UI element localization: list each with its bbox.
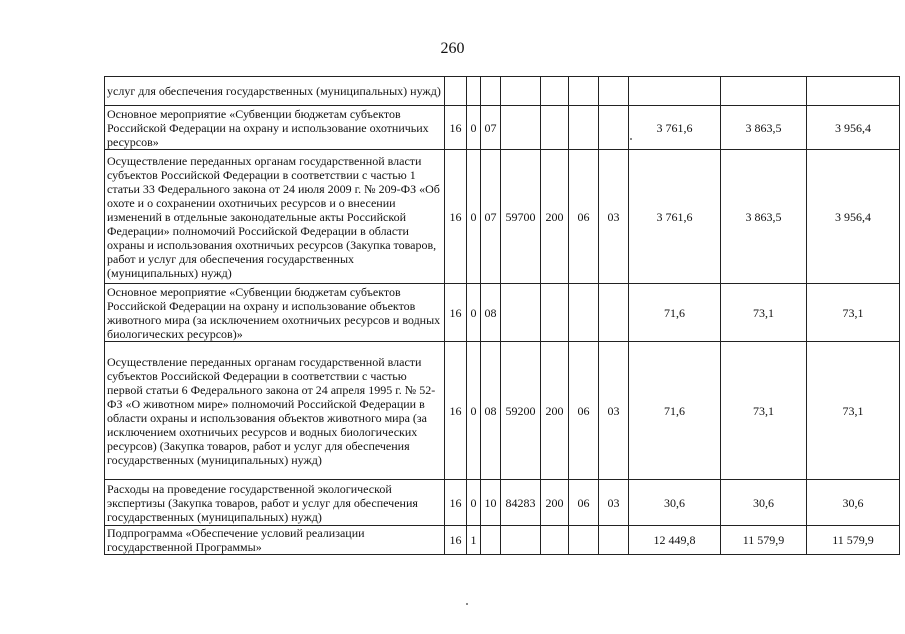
row-amount-v1 [629, 77, 721, 106]
row-code-c5 [541, 284, 569, 342]
row-description: Основное мероприятие «Субвенции бюджетам субъектов Российской Федерации на охрану и использование охотничьих ресурсов» [105, 106, 445, 150]
row-amount-v3 [807, 77, 900, 106]
row-amount-v1: 3 761,6 [629, 150, 721, 284]
budget-table-body [105, 77, 900, 555]
table-row [105, 480, 900, 526]
row-code-c3 [481, 77, 501, 106]
row-amount-v3: 11 579,9 [807, 526, 900, 555]
row-code-c4 [501, 106, 541, 150]
row-code-c4: 84283 [501, 480, 541, 526]
budget-table [104, 76, 900, 555]
row-code-c5: 200 [541, 480, 569, 526]
row-amount-v2: 73,1 [721, 342, 807, 480]
row-code-c6 [569, 526, 599, 555]
row-code-c3: 10 [481, 480, 501, 526]
row-description: Основное мероприятие «Субвенции бюджетам субъектов Российской Федерации на охрану и использование объектов животного мира (за исключением охотничьих ресурсов и водных биологических ресурсов)» [105, 284, 445, 342]
table-row [105, 342, 900, 480]
table-row [105, 150, 900, 284]
row-amount-v3: 73,1 [807, 342, 900, 480]
table-row [105, 526, 900, 555]
row-description: Осуществление переданных органам государственной власти субъектов Российской Федерации в соответствии с частью первой статьи 6 Федерального закона от 24 апреля 1995 г. № 52-ФЗ «О животном мире» полномочий Российской Федерации в области охраны и использования объектов животного мира (за исключением охотничьих ресурсов и водных биологических ресурсов) (Закупка товаров, работ и услуг для обеспечения государственных (муниципальных) нужд) [105, 342, 445, 480]
row-amount-v2: 30,6 [721, 480, 807, 526]
row-code-c3: 08 [481, 342, 501, 480]
row-amount-v3: 30,6 [807, 480, 900, 526]
row-code-c7 [599, 106, 629, 150]
row-code-c6: 06 [569, 342, 599, 480]
row-amount-v3: 73,1 [807, 284, 900, 342]
row-code-c5 [541, 106, 569, 150]
row-code-c2: 0 [467, 150, 481, 284]
table-row [105, 106, 900, 150]
row-code-c5: 200 [541, 150, 569, 284]
row-code-c1: 16 [445, 526, 467, 555]
row-code-c4 [501, 77, 541, 106]
row-amount-v1: 71,6 [629, 342, 721, 480]
scan-speck [466, 603, 468, 605]
row-code-c3: 08 [481, 284, 501, 342]
row-code-c7: 03 [599, 480, 629, 526]
row-amount-v3: 3 956,4 [807, 106, 900, 150]
row-code-c2: 0 [467, 106, 481, 150]
row-code-c2: 0 [467, 342, 481, 480]
row-code-c3 [481, 526, 501, 555]
row-code-c6: 06 [569, 480, 599, 526]
row-amount-v2: 11 579,9 [721, 526, 807, 555]
row-code-c1: 16 [445, 342, 467, 480]
row-code-c3: 07 [481, 106, 501, 150]
row-code-c7 [599, 77, 629, 106]
row-description: Расходы на проведение государственной экологической экспертизы (Закупка товаров, работ и услуг для обеспечения государственных (муниципальных) нужд) [105, 480, 445, 526]
row-code-c1: 16 [445, 106, 467, 150]
row-amount-v1: 30,6 [629, 480, 721, 526]
row-code-c1: 16 [445, 284, 467, 342]
row-code-c6 [569, 77, 599, 106]
scan-speck [630, 138, 632, 140]
row-description: услуг для обеспечения государственных (муниципальных) нужд) [105, 77, 445, 106]
row-code-c7: 03 [599, 342, 629, 480]
row-code-c4 [501, 284, 541, 342]
row-code-c2: 0 [467, 480, 481, 526]
row-code-c6: 06 [569, 150, 599, 284]
row-code-c2: 0 [467, 284, 481, 342]
row-code-c6 [569, 284, 599, 342]
row-code-c1 [445, 77, 467, 106]
row-amount-v2: 73,1 [721, 284, 807, 342]
row-amount-v1: 3 761,6 [629, 106, 721, 150]
row-code-c2: 1 [467, 526, 481, 555]
row-code-c5 [541, 77, 569, 106]
row-amount-v2: 3 863,5 [721, 150, 807, 284]
row-amount-v3: 3 956,4 [807, 150, 900, 284]
row-amount-v2 [721, 77, 807, 106]
row-code-c4: 59700 [501, 150, 541, 284]
page-number: 260 [440, 40, 465, 57]
row-code-c6 [569, 106, 599, 150]
row-code-c4 [501, 526, 541, 555]
row-code-c3: 07 [481, 150, 501, 284]
row-code-c1: 16 [445, 150, 467, 284]
row-code-c5 [541, 526, 569, 555]
table-row [105, 284, 900, 342]
row-amount-v1: 71,6 [629, 284, 721, 342]
row-code-c4: 59200 [501, 342, 541, 480]
row-code-c7 [599, 526, 629, 555]
row-amount-v1: 12 449,8 [629, 526, 721, 555]
table-row [105, 77, 900, 106]
row-code-c7 [599, 284, 629, 342]
row-code-c1: 16 [445, 480, 467, 526]
row-description: Подпрограмма «Обеспечение условий реализации государственной Программы» [105, 526, 445, 555]
row-description: Осуществление переданных органам государственной власти субъектов Российской Федерации в соответствии с частью 1 статьи 33 Федерального закона от 24 июля 2009 г. № 209-ФЗ «Об охоте и о сохранении охотничьих ресурсов и о внесении изменений в отдельные законодательные акты Российской Федерации» полномочий Российской Федерации в области охраны и использования охотничьих ресурсов (Закупка товаров, работ и услуг для обеспечения государственных (муниципальных) нужд) [105, 150, 445, 284]
row-code-c5: 200 [541, 342, 569, 480]
row-code-c2 [467, 77, 481, 106]
row-amount-v2: 3 863,5 [721, 106, 807, 150]
row-code-c7: 03 [599, 150, 629, 284]
